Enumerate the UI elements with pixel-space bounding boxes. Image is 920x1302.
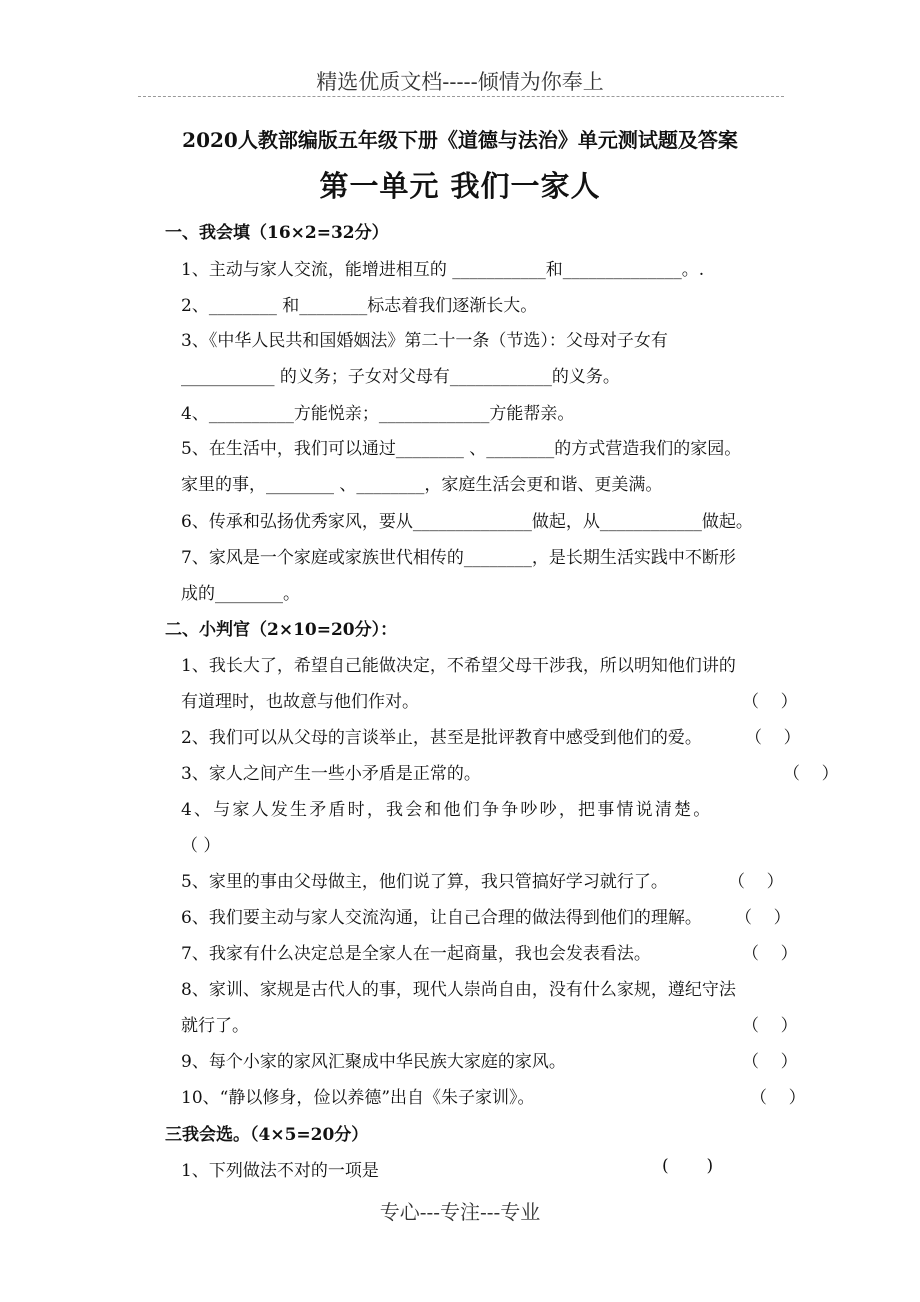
header-rule [138, 96, 784, 97]
judge-question-6: 6、我们要主动与家人交流沟通，让自己合理的做法得到他们的理解。 [181, 908, 702, 928]
fill-question-5-cont: 家里的事，________ 、________，家庭生活会更和谐、更美满。 [181, 475, 663, 495]
judge-question-7: 7、我家有什么决定总是全家人在一起商量，我也会发表看法。 [181, 944, 651, 964]
judge-question-1-cont: 有道理时，也故意与他们作对。 [181, 692, 419, 712]
judge-question-8-cont: 就行了。 [181, 1016, 249, 1036]
answer-paren-6: （ ） [735, 908, 791, 928]
page-header: 精选优质文档-----倾情为你奉上 [316, 70, 604, 94]
answer-paren-10: （ ） [750, 1088, 806, 1108]
section-heading-choose: 三我会选。（4×5=20分） [165, 1125, 369, 1145]
answer-paren-7: （ ） [742, 944, 798, 964]
answer-paren-9: （ ） [742, 1052, 798, 1072]
page-footer: 专心---专注---专业 [379, 1200, 541, 1224]
fill-question-4: 4、__________方能悦亲；_____________方能帮亲。 [181, 404, 575, 424]
answer-paren-3: （ ） [783, 764, 839, 784]
fill-question-3-cont: ___________ 的义务；子女对父母有____________的义务。 [181, 367, 620, 387]
judge-question-4: 4、与家人发生矛盾时，我会和他们争争吵吵，把事情说清楚。 [181, 800, 713, 820]
fill-question-3: 3、《中华人民共和国婚姻法》第二十一条（节选）：父母对子女有 [181, 331, 668, 351]
fill-question-7: 7、家风是一个家庭或家族世代相传的________，是长期生活实践中不断形 [181, 548, 736, 568]
fill-question-5: 5、在生活中，我们可以通过________ 、________的方式营造我们的家园。 [181, 439, 742, 459]
fill-question-6: 6、传承和弘扬优秀家风，要从______________做起，从____________做起。 [181, 512, 753, 532]
fill-question-2: 2、________ 和________标志着我们逐渐长大。 [181, 296, 538, 316]
section-heading-judge: 二、小判官（2×10=20分）： [165, 620, 398, 640]
answer-paren-8: （ ） [742, 1016, 798, 1036]
judge-question-4-paren: （ ） [181, 836, 221, 856]
judge-question-9: 9、每个小家的家风汇聚成中华民族大家庭的家风。 [181, 1052, 566, 1072]
answer-paren-2: （ ） [745, 728, 801, 748]
judge-question-10: 10、“静以修身，俭以养德”出自《朱子家训》。 [181, 1088, 535, 1108]
answer-paren-5: （ ） [728, 872, 784, 892]
fill-question-1: 1、主动与家人交流，能增进相互的 ___________和______________。. [181, 260, 705, 280]
choice-question-1: 1、下列做法不对的一项是 [181, 1161, 379, 1181]
document-title: 2020人教部编版五年级下册《道德与法治》单元测试题及答案 [182, 128, 738, 152]
answer-paren-choice-1: ( ) [662, 1156, 714, 1176]
section-heading-fill: 一、我会填（16×2=32分） [165, 223, 389, 243]
judge-question-8: 8、家训、家规是古代人的事，现代人崇尚自由，没有什么家规，遵纪守法 [181, 980, 736, 1000]
unit-title: 第一单元 我们一家人 [319, 169, 601, 203]
judge-question-1: 1、我长大了，希望自己能做决定，不希望父母干涉我，所以明知他们讲的 [181, 656, 736, 676]
answer-paren-1: （ ） [742, 692, 798, 712]
judge-question-5: 5、家里的事由父母做主，他们说了算，我只管搞好学习就行了。 [181, 872, 668, 892]
fill-question-7-cont: 成的________。 [181, 584, 300, 604]
judge-question-2: 2、我们可以从父母的言谈举止，甚至是批评教育中感受到他们的爱。 [181, 728, 702, 748]
judge-question-3: 3、家人之间产生一些小矛盾是正常的。 [181, 764, 481, 784]
